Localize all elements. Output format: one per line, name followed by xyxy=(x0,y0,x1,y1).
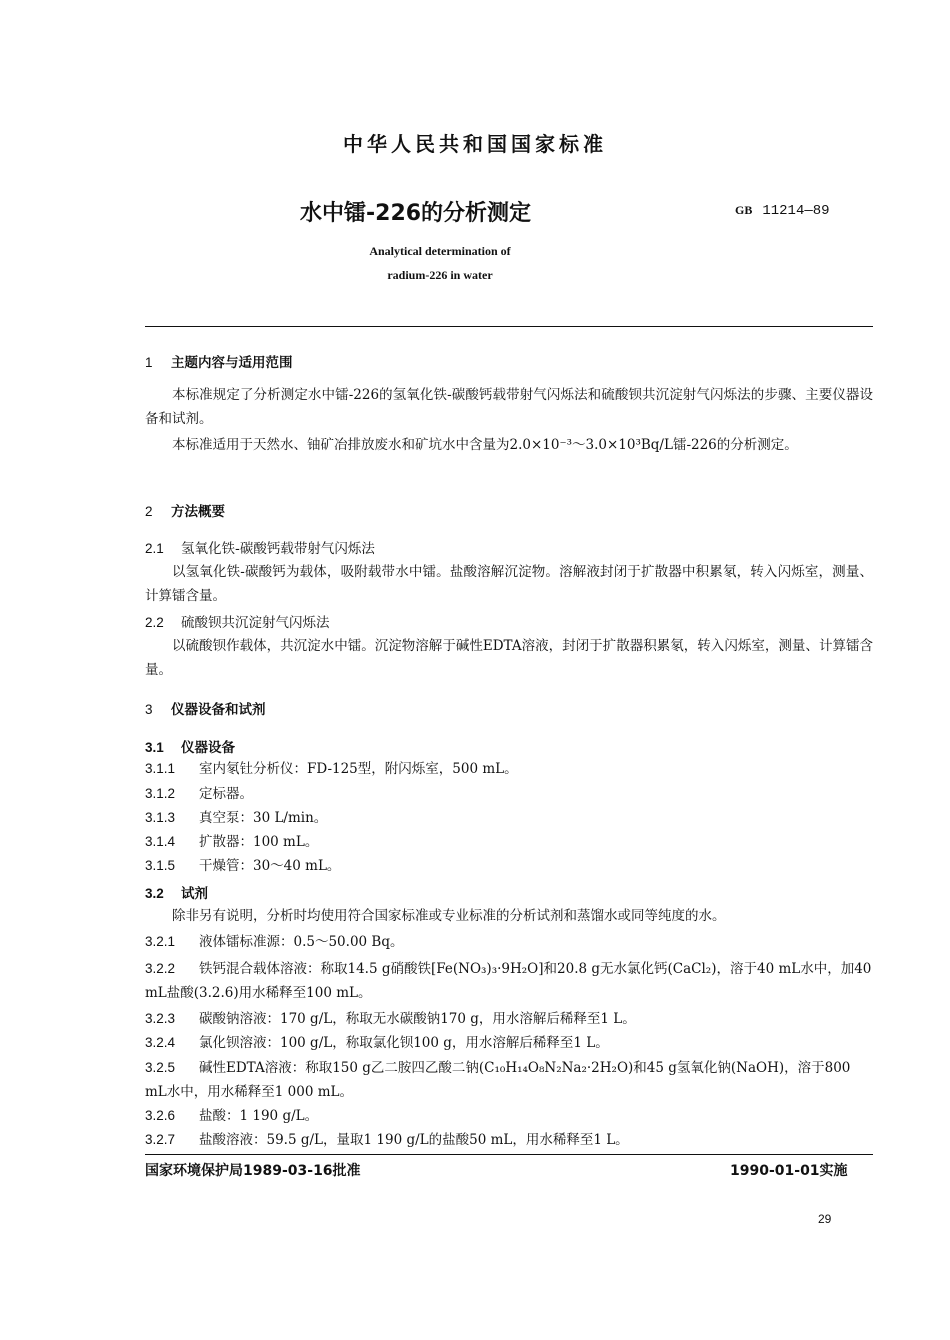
reagent-item xyxy=(145,1104,873,1128)
item-number: 3.2.1 xyxy=(145,934,176,949)
item-text: 氯化钡溶液：100 g/L，称取氯化钡100 g，用水溶解后稀释至1 L。 xyxy=(199,1035,609,1051)
item-number: 3.2.4 xyxy=(145,1035,176,1050)
section-title: 方法概要 xyxy=(171,504,225,520)
item-number: 3.1.3 xyxy=(145,810,176,825)
reagents-intro: 除非另有说明，分析时均使用符合国家标准或专业标准的分析试剂和蒸馏水或同等纯度的水。 xyxy=(172,908,726,924)
item-number: 3.2.6 xyxy=(145,1108,176,1123)
subsection-number: 3.1 xyxy=(145,740,164,755)
equipment-item xyxy=(145,757,873,781)
subsection-2-1-heading xyxy=(145,537,375,557)
reagent-item xyxy=(145,1056,873,1104)
equipment-item xyxy=(145,782,873,806)
item-text: 真空泵：30 L/min。 xyxy=(199,810,328,826)
item-number: 3.1.1 xyxy=(145,761,176,776)
item-text: 扩散器：100 mL。 xyxy=(199,834,319,850)
reagent-item xyxy=(145,957,873,1005)
effective-date: 1990-01-01实施 xyxy=(730,1163,848,1179)
document-title-en-line1: Analytical determination of xyxy=(369,244,511,258)
reagent-item xyxy=(145,1128,873,1152)
subsection-title: 仪器设备 xyxy=(181,740,235,756)
subsection-2-1-text: 以氢氧化铁-碳酸钙为载体，吸附载带水中镭。盐酸溶解沉淀物。溶解液封闭于扩散器中积累氡，转入闪烁室，测量、计算镭含量。 xyxy=(145,564,873,604)
item-text: 定标器。 xyxy=(199,786,253,802)
subsection-2-2-text: 以硫酸钡作载体，共沉淀水中镭。沉淀物溶解于碱性EDTA溶液，封闭于扩散器积累氡，转入闪烁室，测量、计算镭含量。 xyxy=(145,638,873,678)
document-title-en-line2: radium-226 in water xyxy=(387,268,493,282)
section-title: 仪器设备和试剂 xyxy=(171,702,266,718)
section-1-heading xyxy=(145,351,293,371)
reagent-item xyxy=(145,1007,873,1031)
item-number: 3.1.5 xyxy=(145,858,176,873)
item-number: 3.1.2 xyxy=(145,786,176,801)
section-1-paragraph-2: 本标准适用于天然水、铀矿冶排放废水和矿坑水中含量为2.0×10⁻³～3.0×10³Bq/L镭-226的分析测定。 xyxy=(172,437,798,453)
item-number: 3.2.5 xyxy=(145,1060,176,1075)
reagent-item xyxy=(145,1031,873,1055)
subsection-title: 氢氧化铁-碳酸钙载带射气闪烁法 xyxy=(181,541,375,557)
section-number: 2 xyxy=(145,504,153,519)
section-number: 3 xyxy=(145,702,153,717)
approval-date: 国家环境保护局1989-03-16批准 xyxy=(145,1163,361,1179)
subsection-3-1-heading xyxy=(145,736,235,756)
item-text: 干燥管：30～40 mL。 xyxy=(199,858,341,874)
standard-code-prefix: GB xyxy=(735,203,753,217)
equipment-item xyxy=(145,854,873,878)
item-text: 盐酸：1 190 g/L。 xyxy=(199,1108,319,1124)
subsection-number: 2.1 xyxy=(145,541,164,556)
item-text: 室内氡钍分析仪：FD-125型，附闪烁室，500 mL。 xyxy=(199,761,518,777)
item-text: 液体镭标准源：0.5～50.00 Bq。 xyxy=(199,934,404,950)
subsection-title: 硫酸钡共沉淀射气闪烁法 xyxy=(181,615,330,631)
item-number: 3.2.3 xyxy=(145,1011,176,1026)
section-2-heading xyxy=(145,500,225,520)
document-title-zh: 水中镭-226的分析测定 xyxy=(300,201,532,226)
equipment-item xyxy=(145,830,873,854)
item-number: 3.1.4 xyxy=(145,834,176,849)
item-text: 铁钙混合载体溶液：称取14.5 g硝酸铁[Fe(NO₃)₃·9H₂O]和20.8 g无水氯化钙(CaCl₂)，溶于40 mL水中，加40 mL盐酸(3.2.6)用水稀释至100 mL。 xyxy=(145,961,872,1001)
subsection-title: 试剂 xyxy=(181,886,208,902)
footer-divider xyxy=(145,1154,873,1155)
item-number: 3.2.2 xyxy=(145,961,176,976)
section-number: 1 xyxy=(145,355,153,370)
item-text: 碱性EDTA溶液：称取150 g乙二胺四乙酸二钠(C₁₀H₁₄O₈N₂Na₂·2H₂O)和45 g氢氧化钠(NaOH)，溶于800 mL水中，用水稀释至1 000 mL。 xyxy=(145,1060,851,1100)
equipment-item xyxy=(145,806,873,830)
standard-code xyxy=(735,203,830,219)
subsection-number: 2.2 xyxy=(145,615,164,630)
page-number: 29 xyxy=(818,1212,832,1226)
subsection-number: 3.2 xyxy=(145,886,164,901)
standard-code-number: 11214—89 xyxy=(762,203,830,219)
reagent-item xyxy=(145,930,873,954)
subsection-2-2-heading xyxy=(145,611,330,631)
item-number: 3.2.7 xyxy=(145,1132,176,1147)
item-text: 盐酸溶液：59.5 g/L，量取1 190 g/L的盐酸50 mL，用水稀释至1 L。 xyxy=(199,1132,629,1148)
section-3-heading xyxy=(145,698,266,718)
item-text: 碳酸钠溶液：170 g/L，称取无水碳酸钠170 g，用水溶解后稀释至1 L。 xyxy=(199,1011,636,1027)
section-title: 主题内容与适用范围 xyxy=(171,355,293,371)
national-standard-heading: 中华人民共和国国家标准 xyxy=(343,132,607,156)
subsection-3-2-heading xyxy=(145,882,208,902)
header-divider xyxy=(145,326,873,327)
section-1-paragraph-1: 本标准规定了分析测定水中镭-226的氢氧化铁-碳酸钙载带射气闪烁法和硫酸钡共沉淀射气闪烁法的步骤、主要仪器设备和试剂。 xyxy=(145,387,873,427)
